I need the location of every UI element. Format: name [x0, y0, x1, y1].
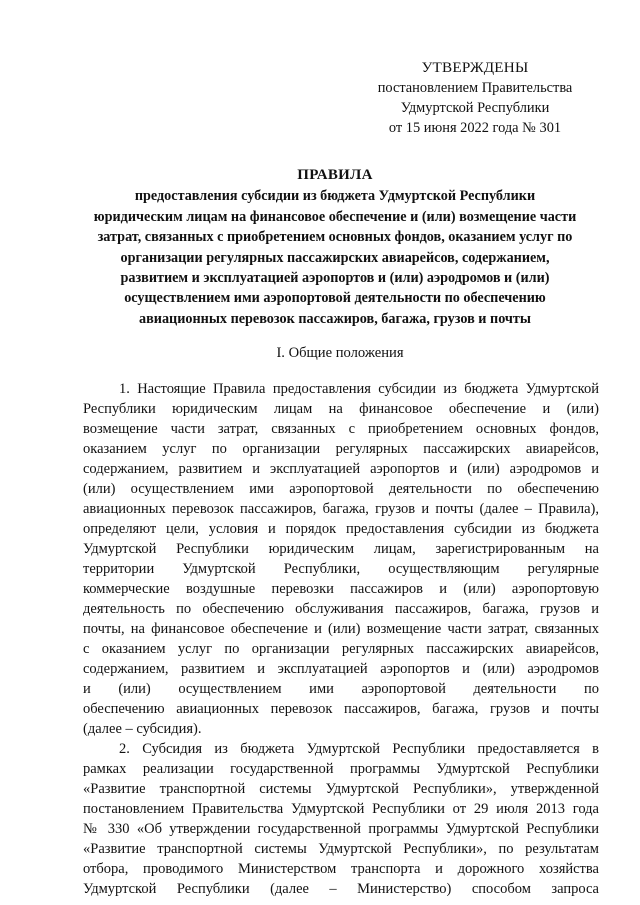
paragraph-line: деятельность по обеспечению обслуживания пассажиров, багажа, грузов и [83, 601, 599, 617]
title-line: развитием и эксплуатацией аэропортов и (или) аэродромов и (или) [120, 270, 550, 287]
approval-stamp [350, 58, 600, 138]
paragraph-line: содержанием, развитием и эксплуатацией аэропортов и (или) аэродромов и [83, 461, 599, 477]
paragraph-line: возмещение части затрат, связанных с приобретением основных фондов, [83, 421, 599, 437]
paragraph-line: (далее – субсидия). [83, 721, 202, 737]
title-line: авиационных перевозок пассажиров, багажа, грузов и почты [139, 310, 531, 327]
paragraph-line: и (или) осуществлением ими аэропортовой деятельности по [83, 681, 599, 697]
paragraph-line: отбора, проводимого Министерством транспорта и дорожного хозяйства [83, 861, 599, 877]
document-body [83, 379, 599, 899]
title-line: осуществлением ими аэропортовой деятельности по обеспечению [124, 290, 546, 307]
title-line: юридическим лицам на финансовое обеспечение и (или) возмещение части [93, 208, 577, 225]
paragraph-2 [83, 739, 599, 899]
paragraph-line: авиационных перевозок пассажиров, багажа, грузов и почты (далее – Правила), [83, 501, 599, 517]
paragraph-line: «Развитие транспортной системы Удмуртской Республики», утвержденной [83, 781, 599, 797]
paragraph-line: 2. Субсидия из бюджета Удмуртской Республики предоставляется в [119, 741, 599, 757]
paragraph-line: территории Удмуртской Республики, осуществляющим регулярные [83, 561, 599, 577]
paragraph-1 [83, 379, 599, 739]
section-heading: I. Общие положения [276, 345, 404, 361]
paragraph-line: Республики юридическим лицам на финансовое обеспечение и (или) [83, 401, 599, 417]
title-line: затрат, связанных с приобретением основных фондов, оказанием услуг по [97, 229, 573, 246]
title-line: организации регулярных пассажирских авиарейсов, содержанием, [120, 249, 550, 266]
paragraph-line: обеспечению авиационных перевозок пассажиров, багажа, грузов и почты [83, 701, 599, 717]
paragraph-line: Удмуртской Республики (далее – Министерство) способом запроса [83, 881, 599, 897]
paragraph-line: (или) осуществлением ими аэропортовой деятельности по обеспечению [83, 481, 599, 497]
paragraph-line: 1. Настоящие Правила предоставления субсидии из бюджета Удмуртской [119, 381, 599, 397]
paragraph-line: оказанием услуг по организации регулярных пассажирских авиарейсов, [83, 441, 599, 457]
approval-line-3: от 15 июня 2022 года № 301 [388, 120, 562, 136]
document-title: ПРАВИЛА [297, 167, 373, 183]
paragraph-line: № 330 «Об утверждении государственной программы Удмуртской Республики [83, 821, 599, 837]
document-title-block [70, 165, 600, 329]
paragraph-line: почты, на финансовое обеспечение и (или) возмещение части затрат, связанных [83, 621, 599, 637]
paragraph-line: определяют цели, условия и порядок предоставления субсидии из бюджета [83, 521, 599, 537]
title-line: предоставления субсидии из бюджета Удмуртской Республики [134, 188, 536, 205]
paragraph-line: коммерческие воздушные перевозки пассажиров и (или) аэропортовую [83, 581, 599, 597]
paragraph-line: с оказанием услуг по организации регулярных пассажирских авиарейсов, [83, 641, 599, 657]
approval-line-2: Удмуртской Республики [400, 100, 550, 116]
approval-head: УТВЕРЖДЕНЫ [421, 59, 529, 76]
paragraph-line: «Развитие транспортной системы Удмуртской Республики», по результатам [83, 841, 599, 857]
paragraph-line: рамках реализации государственной программы Удмуртской Республики [83, 761, 599, 777]
approval-line-1: постановлением Правительства [377, 80, 573, 96]
paragraph-line: постановлением Правительства Удмуртской Республики от 29 июля 2013 года [83, 801, 599, 817]
paragraph-line: содержанием, развитием и эксплуатацией аэропортов и (или) аэродромов [83, 661, 599, 677]
paragraph-line: Удмуртской Республики юридическим лицам, зарегистрированным на [83, 541, 599, 557]
